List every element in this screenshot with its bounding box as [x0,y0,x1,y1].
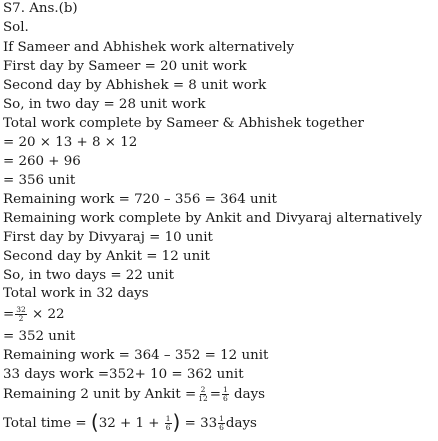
text-line: First day by Divyaraj = 10 unit [3,230,213,245]
fraction: $\frac{1}{6}$ [219,414,224,432]
text-line: So, in two days = 22 unit [3,268,175,283]
fraction: $\frac{2}{12}$ [198,385,208,403]
equation-line: = 260 + 96 [3,154,81,169]
text-line: Total work complete by Sameer & Abhishek together [3,116,364,131]
equation-line: = 20 × 13 + 8 × 12 [3,135,138,150]
text-line: Total work in 32 days [3,286,149,301]
text-line: If Sameer and Abhishek work alternatively [3,40,295,55]
fraction: $\frac{1}{6}$ [223,385,228,403]
left-paren: ( [90,410,99,434]
answer-line: S7. Ans.(b) [3,1,78,16]
fraction-equation-line: Remaining 2 unit by Ankit = $\frac{2}{12}$ = $\frac{1}{6}$ days [3,385,266,403]
text-line: 33 days work =352+ 10 = 362 unit [3,367,244,382]
fraction-equation-line: = $\frac{32}{2}$ × 22 [3,305,65,323]
equation-line: = 356 unit [3,173,76,188]
text-line: Remaining work = 364 – 352 = 12 unit [3,348,269,363]
total-time-line: Total time = (32 + 1 + $\frac{1}{6}$ ) = 33 $\frac{1}{6}$ days [3,410,257,434]
sol-label: Sol. [3,20,29,35]
text-line: So, in two day = 28 unit work [3,97,206,112]
text-line: Remaining work = 720 – 356 = 364 unit [3,192,277,207]
text-line: First day by Sameer = 20 unit work [3,59,247,74]
equation-line: = 352 unit [3,329,76,344]
fraction: $\frac{1}{6}$ [165,414,171,432]
text-line: Second day by Ankit = 12 unit [3,249,210,264]
right-paren: ) [172,410,181,434]
fraction: $\frac{32}{2}$ [16,305,26,323]
text-line: Remaining work complete by Ankit and Divyaraj alternatively [3,211,422,226]
text-line: Second day by Abhishek = 8 unit work [3,78,267,93]
